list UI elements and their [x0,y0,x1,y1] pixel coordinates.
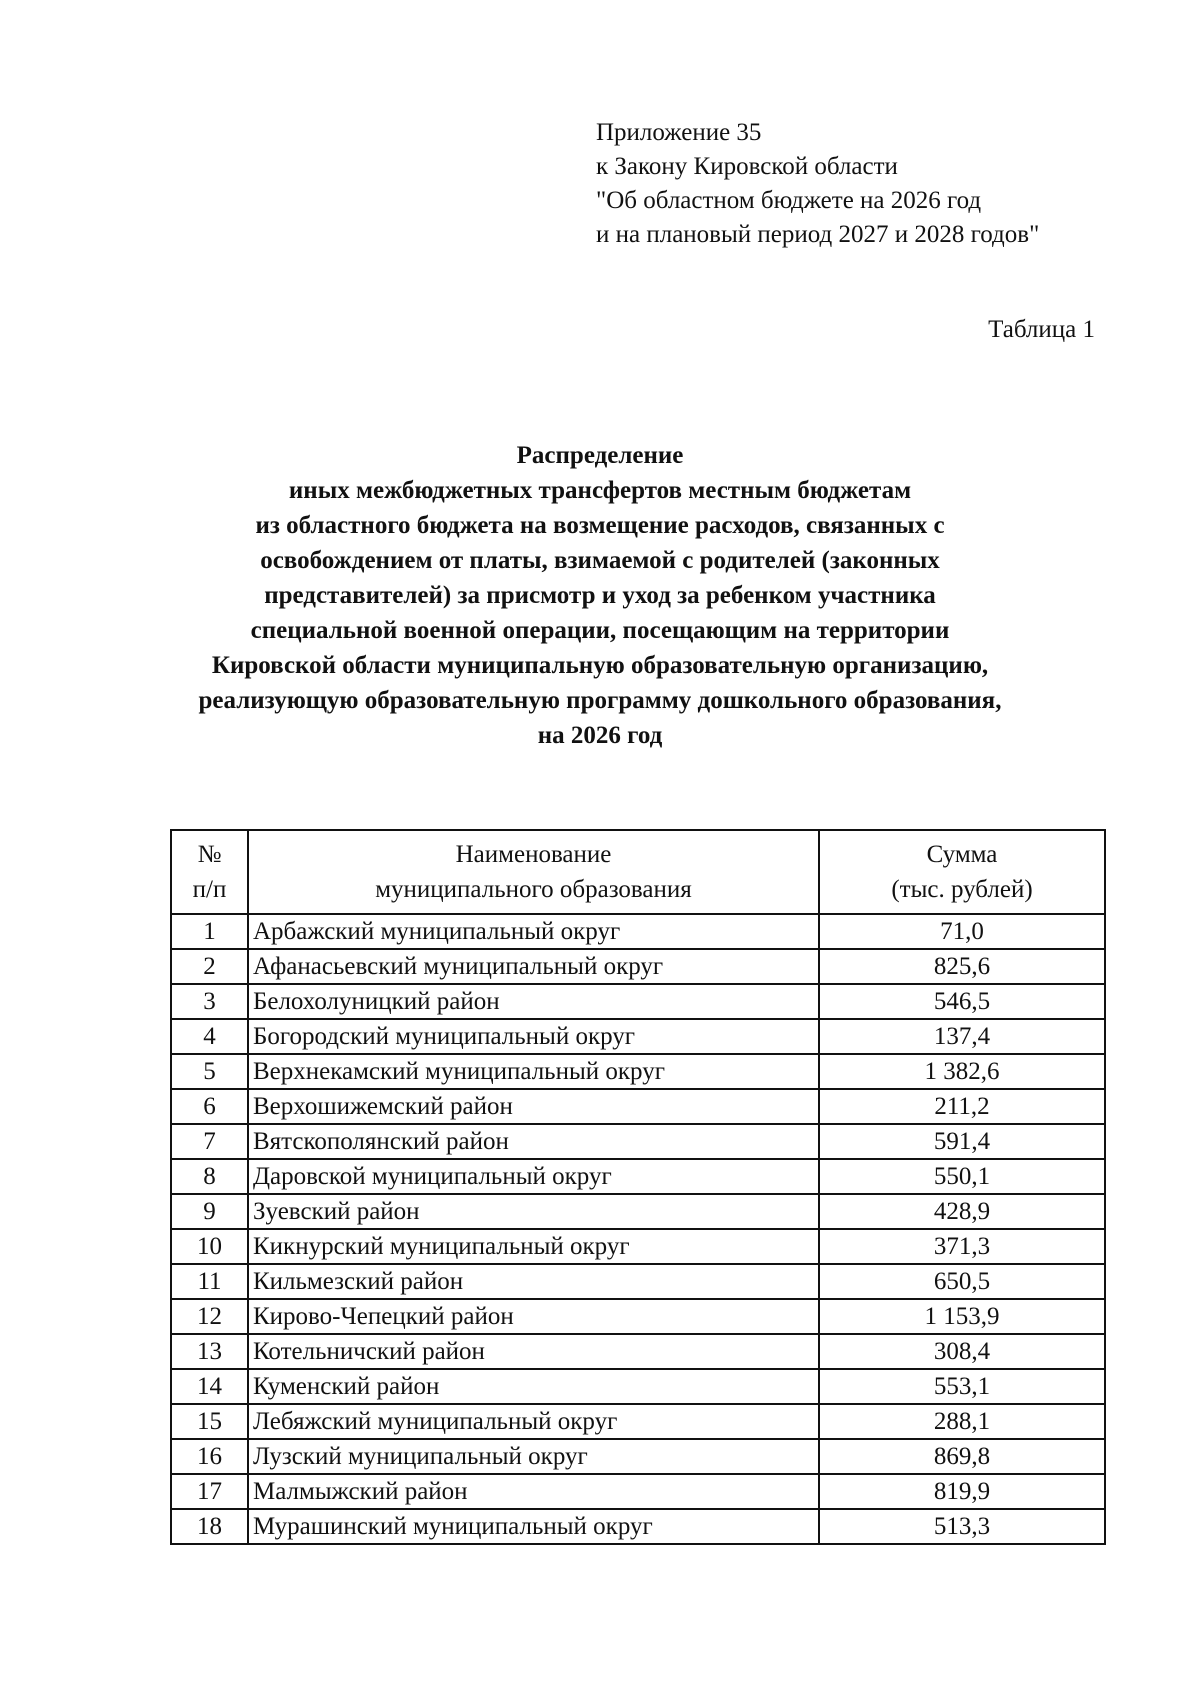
table-row [171,1264,1105,1299]
row-num: 16 [171,1439,248,1474]
row-num: 6 [171,1089,248,1124]
row-name: Белохолуницкий район [248,984,819,1019]
row-name: Лузский муниципальный округ [248,1439,819,1474]
row-sum: 137,4 [819,1019,1105,1054]
appendix-line: "Об областном бюджете на 2026 год [596,187,982,214]
row-sum: 869,8 [819,1439,1105,1474]
row-sum: 308,4 [819,1334,1105,1369]
title-line: Кировской области муниципальную образовательную организацию, [211,652,989,679]
row-name: Афанасьевский муниципальный округ [248,949,819,984]
header-num-line: № [197,841,222,868]
header-name [248,830,819,914]
row-sum: 550,1 [819,1159,1105,1194]
row-sum: 428,9 [819,1194,1105,1229]
row-name: Кикнурский муниципальный округ [248,1229,819,1264]
row-name: Кирово-Чепецкий район [248,1299,819,1334]
table-row [171,914,1105,949]
appendix-block [596,116,1039,252]
title-line: реализующую образовательную программу дошкольного образования, [198,687,1002,714]
table-row [171,1019,1105,1054]
header-name-line: Наименование [455,841,612,868]
title-line: специальной военной операции, посещающим на территории [250,617,950,644]
row-name: Арбажский муниципальный округ [248,914,819,949]
row-name: Даровской муниципальный округ [248,1159,819,1194]
row-num: 9 [171,1194,248,1229]
row-num: 12 [171,1299,248,1334]
title-line: освобождением от платы, взимаемой с родителей (законных [260,547,940,574]
header-num [171,830,248,914]
row-sum: 650,5 [819,1264,1105,1299]
row-name: Мурашинский муниципальный округ [248,1509,819,1544]
row-name: Верхошижемский район [248,1089,819,1124]
row-sum: 1 153,9 [819,1299,1105,1334]
title-line: из областного бюджета на возмещение расходов, связанных с [255,512,945,539]
row-sum: 1 382,6 [819,1054,1105,1089]
row-num: 3 [171,984,248,1019]
table-row [171,1159,1105,1194]
row-sum: 513,3 [819,1509,1105,1544]
title-line: иных межбюджетных трансфертов местным бюджетам [288,477,912,504]
row-name: Малмыжский район [248,1474,819,1509]
row-num: 14 [171,1369,248,1404]
row-sum: 288,1 [819,1404,1105,1439]
table-row [171,1439,1105,1474]
row-num: 17 [171,1474,248,1509]
row-name: Богородский муниципальный округ [248,1019,819,1054]
row-name: Верхнекамский муниципальный округ [248,1054,819,1089]
table-row [171,1334,1105,1369]
header-name-line: муниципального образования [375,876,692,903]
row-num: 11 [171,1264,248,1299]
row-num: 4 [171,1019,248,1054]
table-row [171,949,1105,984]
row-num: 13 [171,1334,248,1369]
table-row [171,984,1105,1019]
row-sum: 546,5 [819,984,1105,1019]
table-row [171,1404,1105,1439]
title-line: на 2026 год [537,722,663,749]
row-sum: 819,9 [819,1474,1105,1509]
title-line: представителей) за присмотр и уход за ребенком участника [264,582,936,609]
row-num: 2 [171,949,248,984]
row-sum: 371,3 [819,1229,1105,1264]
row-num: 1 [171,914,248,949]
table-row [171,1089,1105,1124]
row-name: Котельничский район [248,1334,819,1369]
table-row [171,1509,1105,1544]
row-name: Кильмезский район [248,1264,819,1299]
table-row [171,1054,1105,1089]
row-sum: 553,1 [819,1369,1105,1404]
table-row [171,1474,1105,1509]
table-row [171,1229,1105,1264]
row-name: Зуевский район [248,1194,819,1229]
table-label: Таблица 1 [988,316,1095,343]
appendix-line: Приложение 35 [596,119,762,146]
appendix-line: к Закону Кировской области [596,153,898,180]
table-header-row [171,830,1105,914]
row-num: 10 [171,1229,248,1264]
document-title [140,438,1060,753]
row-sum: 825,6 [819,949,1105,984]
row-sum: 591,4 [819,1124,1105,1159]
header-sum-line: (тыс. рублей) [891,876,1033,903]
row-num: 18 [171,1509,248,1544]
table-row [171,1194,1105,1229]
row-num: 7 [171,1124,248,1159]
table-row [171,1299,1105,1334]
title-line: Распределение [516,442,684,469]
row-num: 5 [171,1054,248,1089]
appendix-line: и на плановый период 2027 и 2028 годов" [596,221,1040,248]
header-num-line: п/п [192,876,227,903]
header-sum-line: Сумма [926,841,998,868]
row-sum: 211,2 [819,1089,1105,1124]
row-name: Лебяжский муниципальный округ [248,1404,819,1439]
row-name: Куменский район [248,1369,819,1404]
row-num: 8 [171,1159,248,1194]
table-row [171,1124,1105,1159]
header-sum [819,830,1105,914]
table-row [171,1369,1105,1404]
row-name: Вятскополянский район [248,1124,819,1159]
distribution-table [170,829,1106,1545]
row-sum: 71,0 [819,914,1105,949]
row-num: 15 [171,1404,248,1439]
